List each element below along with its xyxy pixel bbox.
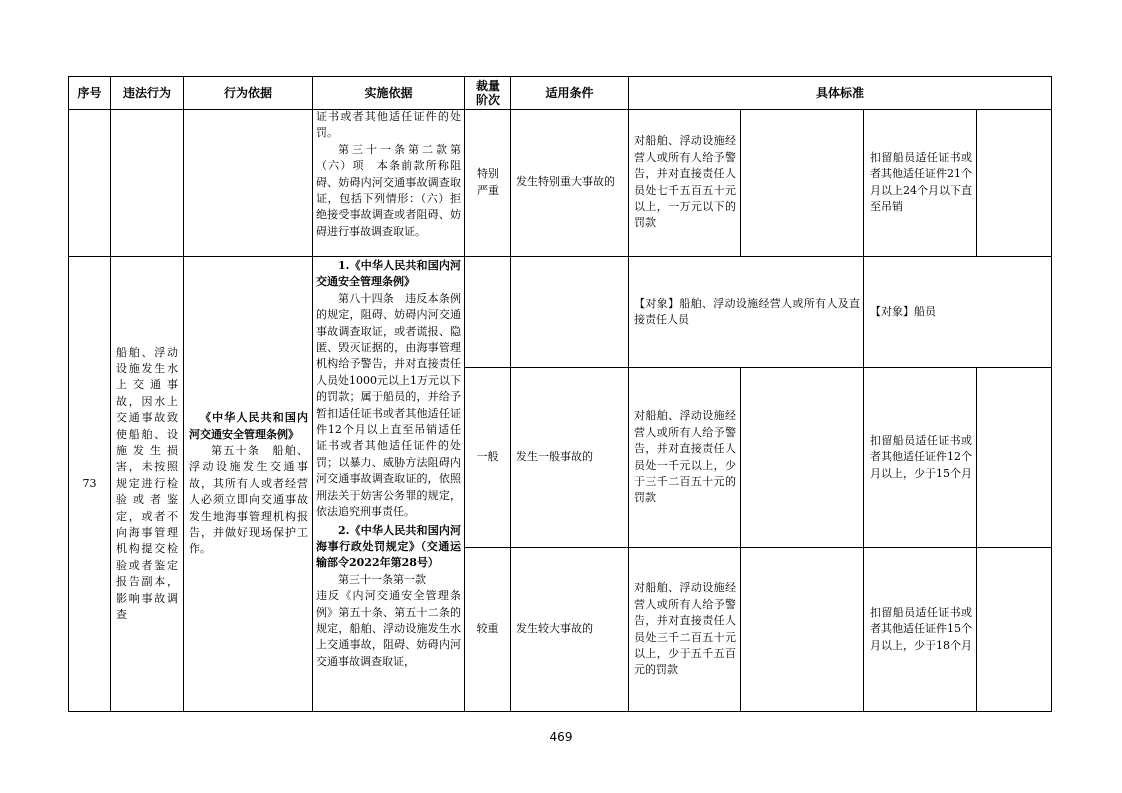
general-grade: 一般 <box>476 450 499 464</box>
top-std-company: 对船舶、浮动设施经营人或所有人给予警告，并对直接责任人员处七千五百五十元以上，一万元以下的罚款 <box>634 134 736 230</box>
general-company: 对船舶、浮动设施经营人或所有人给予警告，并对直接责任人员处一千元以上，少于三千二百五十元的罚款 <box>634 409 736 505</box>
row73-act-basis <box>189 257 308 711</box>
col-line <box>740 367 741 712</box>
col-line <box>1051 76 1052 712</box>
top-impl-basis <box>316 109 461 255</box>
row73-act-text: 第五十条 船舶、浮动设施发生交通事故，其所有人或者经营人必须立即向交通事故发生地海事管理机构报告，并做好现场保护工作。 <box>189 443 308 556</box>
major-condition: 发生较大事故的 <box>516 622 593 636</box>
header-act-basis: 行为依据 <box>223 86 272 100</box>
col-line <box>312 76 313 712</box>
row73-impl1-title: 1.《中华人民共和国内河交通安全管理条例》 <box>316 259 461 289</box>
top-condition: 发生特别重大事故的 <box>516 175 615 189</box>
col-line <box>976 109 977 256</box>
row73-impl2-text1: 第三十一条第一款 <box>338 572 426 586</box>
header-condition: 适用条件 <box>545 86 594 100</box>
top-grade: 特别严重 <box>477 167 499 197</box>
table-border-bottom <box>68 711 1052 712</box>
page-number: 469 <box>549 730 573 744</box>
row73-impl-basis <box>316 258 461 710</box>
row73-impl2-text2: 违反《内河交通安全管理条例》第五十条、第五十二条的规定，船舶、浮动设施发生水上交通事故，阻碍、妨碍内河交通事故调查取证， <box>316 589 461 668</box>
row73-impl2-title: 2.《中华人民共和国内河海事行政处罚规定》（交通运输部令2022年第28号） <box>316 523 461 570</box>
top-impl-basis-line1: 证书或者其他适任证件的处罚。 <box>316 110 461 140</box>
general-crew: 扣留船员适任证书或者其他适任证件12个月以上，少于15个月 <box>870 433 972 480</box>
col-line <box>183 76 184 712</box>
row73-impl1-text: 第八十四条 违反本条例的规定，阻碍、妨碍内河交通事故调查取证，或者谎报、隐匿、毁灭证据的，由海事管理机构给予警告，并对直接责任人员处1000元以上1万元以下的罚款；属于船员的，并给予暂扣适任证书或者其他适任证件12个月以上直至吊销适任证书或者其他适任证件的处罚；以暴力、威胁方法阻碍内河交通事故调查取证的，依照刑法关于妨害公务罪的规定，依法追究刑事责任。 <box>316 291 461 519</box>
header-behavior: 违法行为 <box>122 86 171 100</box>
header-grade: 裁量阶次 <box>475 79 500 107</box>
row73-serial: 73 <box>82 476 97 490</box>
row73-behavior: 船舶、浮动设施发生水上交通事故，因水上交通事故致使船舶、设施发生损害，未按照规定进行检验或者鉴定，或者不向海事管理机构提交检验或者鉴定报告副本，影响事故调查 <box>116 345 178 622</box>
col-line <box>628 76 629 712</box>
header-standard: 具体标准 <box>815 86 864 100</box>
col-line <box>863 109 864 712</box>
major-crew: 扣留船员适任证书或者其他适任证件15个月以上，少于18个月 <box>870 605 972 652</box>
header-impl-basis: 实施依据 <box>364 86 413 100</box>
col-line <box>740 109 741 256</box>
col-line <box>976 367 977 712</box>
target-crew: 【对象】船员 <box>870 304 936 318</box>
major-grade: 较重 <box>476 622 499 636</box>
target-company: 【对象】船舶、浮动设施经营人或所有人及直接责任人员 <box>634 296 860 326</box>
top-std-crew: 扣留船员适任证书或者其他适任证件21个月以上24个月以下直至吊销 <box>870 150 972 213</box>
top-impl-basis-line2: 第三十一条第二款第（六）项 本条前款所称阻碍、妨碍内河交通事故调查取证，包括下列情形：（六）拒绝接受事故调查或者阻碍、妨碍进行事故调查取证。 <box>316 142 461 238</box>
header-serial: 序号 <box>77 86 102 100</box>
general-condition: 发生一般事故的 <box>516 450 593 464</box>
col-line <box>510 76 511 712</box>
col-line <box>110 76 111 712</box>
row73-act-title: 《中华人民共和国内河交通安全管理条例》 <box>189 411 308 441</box>
major-company: 对船舶、浮动设施经营人或所有人给予警告，并对直接责任人员处三千二百五十元以上，少于五千五百元的罚款 <box>634 581 736 677</box>
